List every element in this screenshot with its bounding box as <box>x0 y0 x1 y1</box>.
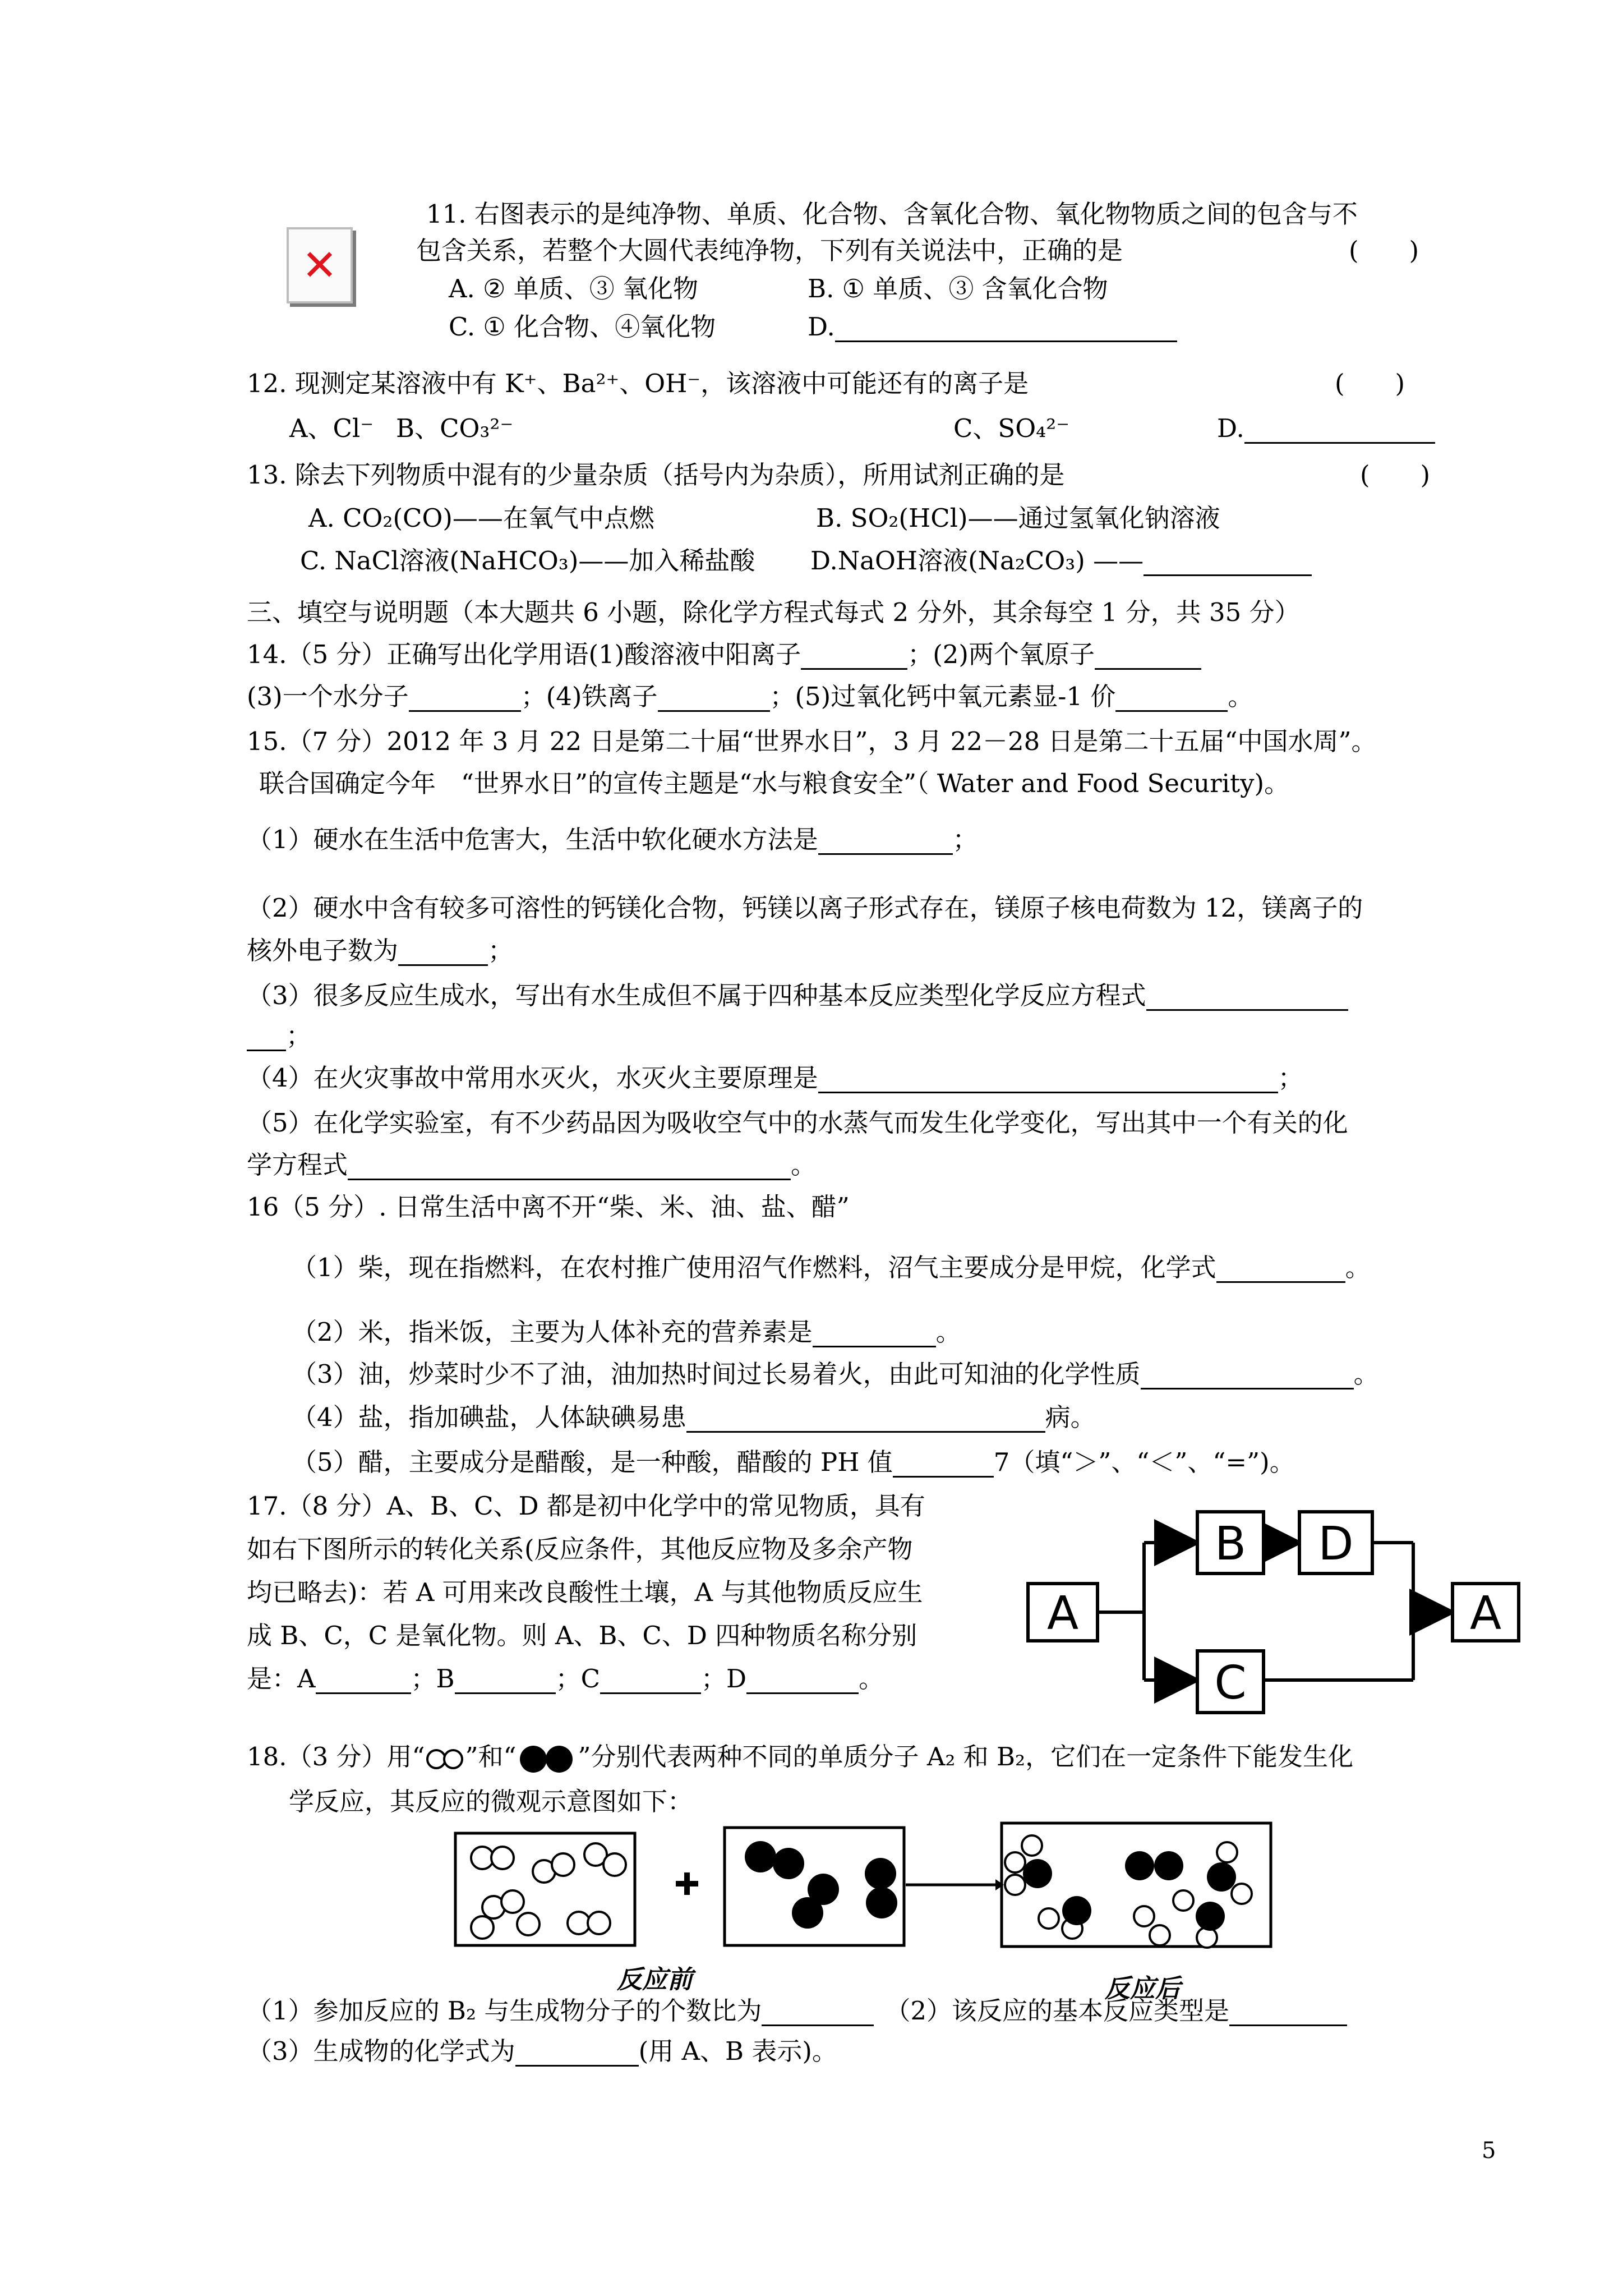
q12-option-d: D. <box>1217 413 1435 444</box>
node-c: C <box>1196 1649 1265 1714</box>
q12-option-a: A、Cl⁻ <box>289 413 374 443</box>
q16-part5: （5）醋，主要成分是醋酸，是一种酸，醋酸的 PH 值 7（填“＞”、“＜”、“=”)。 <box>292 1447 1295 1477</box>
conversion-diagram <box>1026 1498 1520 1711</box>
q14-line2: (3)一个水分子 ；(4)铁离子 ；(5)过氧化钙中氧元素显-1 价 。 <box>247 682 1253 711</box>
q15-line2: 联合国确定今年 “世界水日”的宣传主题是“水与粮食安全”（ Water and Food Security)。 <box>259 769 1290 798</box>
q13-option-b: B. SO₂(HCl)——通过氢氧化钠溶液 <box>816 503 1220 533</box>
q17-line1: 17.（8 分）A、B、C、D 都是初中化学中的常见物质，具有 <box>247 1491 925 1521</box>
q11-option-b: B. ① 单质、③ 含氧化合物 <box>808 274 1108 303</box>
q13-paren: ( ) <box>1360 460 1431 490</box>
q15-part5-line1: （5）在化学实验室，有不少药品因为吸收空气中的水蒸气而发生化学变化，写出其中一个有关的化 <box>247 1108 1348 1138</box>
q12-stem: 12. 现测定某溶液中有 K⁺、Ba²⁺、OH⁻，该溶液中可能还有的离子是 <box>247 369 1029 398</box>
q15-part3-cont: ； <box>247 1021 311 1051</box>
molecule-a2-icon <box>425 1748 465 1770</box>
q18-part1-2: （1）参加反应的 B₂ 与生成物分子的个数比为 （2）该反应的基本反应类型是 <box>247 1996 1347 2026</box>
q13-stem: 13. 除去下列物质中混有的少量杂质（括号内为杂质），所用试剂正确的是 <box>247 460 1065 490</box>
q11-paren: ( ) <box>1349 236 1419 265</box>
q13-option-d: D.NaOH溶液(Na₂CO₃) —— <box>810 546 1312 576</box>
q16-part1: （1）柴，现在指燃料，在农村推广使用沼气作燃料，沼气主要成分是甲烷，化学式 。 <box>292 1253 1371 1282</box>
q15-part5-line2: 学方程式 。 <box>247 1150 817 1180</box>
q14-line1: 14.（5 分）正确写出化学用语(1)酸溶液中阳离子 ；(2)两个氧原子 <box>247 639 1201 670</box>
q11-option-c: C. ① 化合物、④氧化物 <box>449 312 716 342</box>
q15-part2-line2: 核外电子数为 ； <box>247 936 514 965</box>
q16-part4: （4）盐，指加碘盐，人体缺碘易患 病。 <box>292 1402 1096 1432</box>
q18-line2: 学反应，其反应的微观示意图如下： <box>289 1787 693 1816</box>
q15-part3: （3）很多反应生成水，写出有水生成但不属于四种基本反应类型化学反应方程式 <box>247 981 1348 1011</box>
conversion-arrows <box>1026 1498 1520 1711</box>
q18-part3: （3）生成物的化学式为 (用 A、B 表示)。 <box>247 2036 837 2066</box>
q11-option-a: A. ② 单质、③ 氧化物 <box>449 274 699 303</box>
broken-image-icon: ✕ <box>287 227 353 303</box>
q15-part1: （1）硬水在生活中危害大，生活中软化硬水方法是 ； <box>247 825 978 854</box>
q12-option-b: B、CO₃²⁻ <box>396 413 514 443</box>
reaction-diagram <box>449 1818 1312 2003</box>
q16-part3: （3）油，炒菜时少不了油，油加热时间过长易着火，由此可知油的化学性质 。 <box>292 1359 1379 1389</box>
q18-line1: 18.（3 分）用“ ”和“ ”分别代表两种不同的单质分子 A₂ 和 B₂，它们在一定条件下能发生化 <box>247 1742 1353 1774</box>
node-a-left: A <box>1026 1582 1099 1642</box>
section-3-heading: 三、填空与说明题（本大题共 6 小题，除化学方程式每式 2 分外，其余每空 1 分，共 35 分） <box>247 597 1300 627</box>
q12-paren: ( ) <box>1335 369 1405 398</box>
reaction-microscopic-view <box>449 1818 1312 1958</box>
q11-option-d: D. <box>808 312 1177 342</box>
q12-option-c: C、SO₄²⁻ <box>953 413 1069 443</box>
q16-part2: （2）米，指米饭，主要为人体补充的营养素是 。 <box>292 1317 961 1347</box>
page-number: 5 <box>1482 2138 1496 2164</box>
q17-line4: 成 B、C，C 是氧化物。则 A、B、C、D 四种物质名称分别 <box>247 1621 917 1650</box>
q15-part4: （4）在火灾事故中常用水灭火，水灭火主要原理是 ； <box>247 1063 1303 1093</box>
q17-line5: 是：A ；B ；C ；D 。 <box>247 1664 884 1694</box>
q13-option-a: A. CO₂(CO)——在氧气中点燃 <box>308 503 654 533</box>
molecule-b2-icon <box>517 1745 578 1774</box>
node-a-right: A <box>1451 1582 1520 1642</box>
q15-line1: 15.（7 分）2012 年 3 月 22 日是第二十届“世界水日”，3 月 22－28 日是第二十五届“中国水周”。 <box>247 726 1377 756</box>
q11-line1: 11. 右图表示的是纯净物、单质、化合物、含氧化合物、氧化物物质之间的包含与不 <box>426 199 1358 229</box>
label-before-reaction: 反应前 <box>617 1964 693 1994</box>
q16-stem: 16（5 分）. 日常生活中离不开“柴、米、油、盐、醋” <box>247 1192 850 1222</box>
q11-line2: 包含关系，若整个大圆代表纯净物，下列有关说法中，正确的是 <box>416 236 1123 265</box>
node-d: D <box>1298 1510 1374 1575</box>
node-b: B <box>1196 1510 1265 1575</box>
q15-part2-line1: （2）硬水中含有较多可溶性的钙镁化合物，钙镁以离子形式存在，镁原子核电荷数为 12，镁离子的 <box>247 893 1363 923</box>
q13-option-c: C. NaCl溶液(NaHCO₃)——加入稀盐酸 <box>300 546 755 576</box>
q17-line2: 如右下图所示的转化关系(反应条件，其他反应物及多余产物 <box>247 1534 913 1564</box>
q17-line3: 均已略去)：若 A 可用来改良酸性土壤，A 与其他物质反应生 <box>247 1577 923 1607</box>
label-after-reaction: 反应后 <box>1105 1973 1181 2003</box>
